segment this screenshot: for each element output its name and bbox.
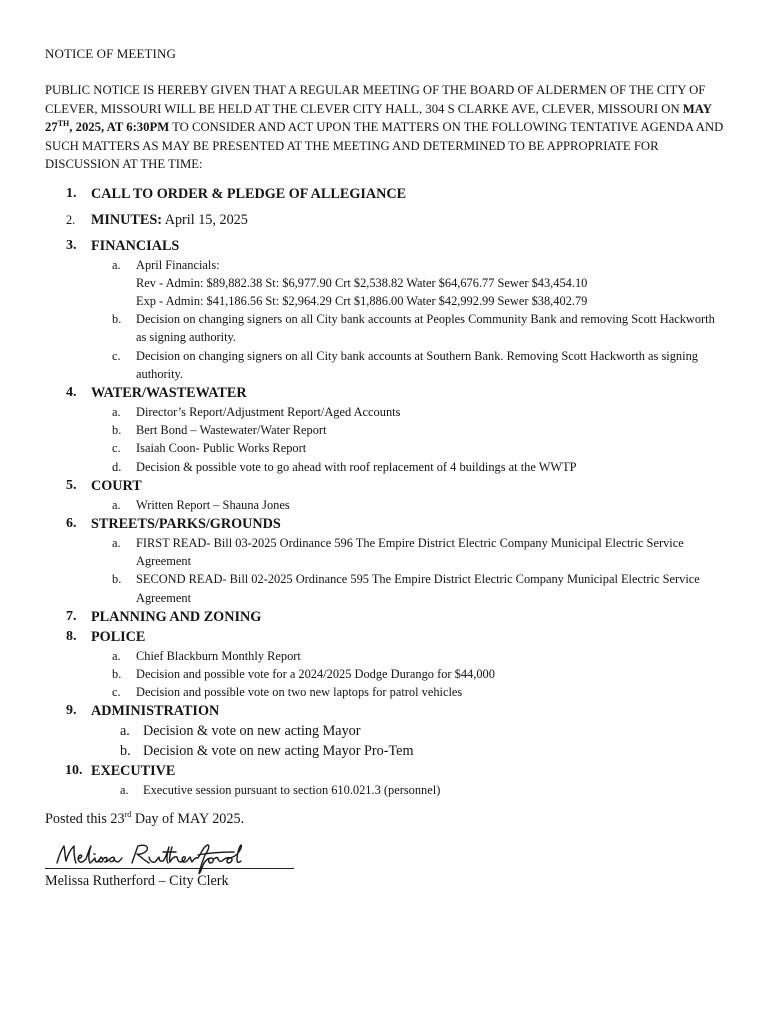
agenda-item-title: FINANCIALS [91,237,180,254]
administration-subitems [91,721,725,761]
agenda-item-call-to-order [45,184,725,204]
subitem-letter: a. [112,404,121,419]
agenda-item-minutes [45,210,725,230]
subitem-text: Decision and possible vote for a 2024/2025 Dodge Durango for $44,000 [136,666,495,681]
agenda-item-title: PLANNING AND ZONING [91,608,262,625]
list-item [91,439,725,457]
subitem-text: FIRST READ- Bill 03-2025 Ordinance 596 The Empire District Electric Company Municipal Electric Service Agreement [136,535,684,569]
agenda-item-water-wastewater [45,383,725,476]
minutes-date: April 15, 2025 [161,211,248,228]
subitem-letter: a. [120,723,130,740]
list-item [91,741,725,761]
list-item [91,421,725,439]
meeting-date-rest: , 2025, AT 6:30PM [69,120,170,134]
subitem-text: Decision on changing signers on all City bank accounts at Peoples Community Bank and removing Scott Hackworth as signing authority. [136,312,715,345]
revenue-detail: Rev - Admin: $89,882.38 St: $6,977.90 Crt $2,538.82 Water $64,676.77 Sewer $43,454.10 [136,275,588,290]
agenda-item-court [45,476,725,514]
document-heading: NOTICE OF MEETING [45,46,176,61]
subitem-letter: b. [120,743,131,760]
list-item [91,458,725,476]
water-subitems [91,403,725,476]
agenda-item-financials [45,236,725,383]
subitem-text: Decision and possible vote on two new laptops for patrol vehicles [136,685,463,700]
agenda-item-planning-zoning [45,607,725,627]
agenda-item-title: EXECUTIVE [91,763,176,780]
agenda-item-title: MINUTES: [91,211,162,228]
list-item [91,534,725,570]
agenda-item-title: WATER/WASTEWATER [91,384,247,401]
subitem-text: Decision & possible vote to go ahead with roof replacement of 4 buildings at the WWTP [136,459,577,474]
subitem-letter: d. [112,459,122,474]
agenda-item-title: POLICE [91,628,146,645]
list-item [91,665,725,683]
subitem-letter: a. [112,257,121,272]
agenda-item-number: 7. [66,608,77,624]
list-item [91,647,725,665]
list-item [91,570,725,606]
subitem-letter: c. [112,685,121,700]
list-item [91,496,725,514]
subitem-text: Chief Blackburn Monthly Report [136,648,301,663]
list-item [91,256,725,311]
agenda-list [45,184,725,800]
meeting-notice-document [45,46,725,893]
agenda-item-title: ADMINISTRATION [91,703,220,720]
signer-name-title: Melissa Rutherford – City Clerk [45,872,229,889]
agenda-item-title: CALL TO ORDER & PLEDGE OF ALLEGIANCE [91,185,407,202]
public-notice-paragraph [45,81,725,174]
subitem-text: Written Report – Shauna Jones [136,497,290,512]
list-item [91,403,725,421]
subitem-letter: c. [112,441,121,456]
streets-subitems [91,534,725,607]
posted-suffix: Day of MAY 2025. [131,810,245,827]
expense-detail: Exp - Admin: $41,186.56 St: $2,964.29 Crt $1,886.00 Water $42,992.99 Sewer $38,402.79 [136,293,588,308]
subitem-text: Decision & vote on new acting Mayor Pro-Tem [143,743,414,760]
agenda-item-number: 10. [65,763,83,779]
signature-block [45,837,305,893]
meeting-date-main: MAY 27 [45,101,712,134]
subitem-letter: b. [112,572,122,587]
subitem-text: Director’s Report/Adjustment Report/Aged Accounts [136,404,401,419]
subitem-letter: a. [112,535,121,550]
subitem-text: Bert Bond – Wastewater/Water Report [136,423,327,438]
agenda-item-number: 8. [66,628,77,644]
list-item [91,781,725,800]
agenda-item-number: 4. [66,384,77,400]
notice-text-part1: PUBLIC NOTICE IS HEREBY GIVEN THAT A REGULAR MEETING OF THE BOARD OF ALDERMEN OF THE CITY OF CLEVER, MISSOURI WILL BE HELD AT THE CLEVER CITY HALL, 304 S CLARKE AVE, CLEVER, MISSOURI ON [45,83,706,116]
list-item [91,310,725,346]
agenda-item-title: STREETS/PARKS/GROUNDS [91,515,281,532]
list-item [91,683,725,701]
agenda-item-streets-parks-grounds [45,514,725,607]
executive-subitems [91,781,725,800]
subitem-letter: c. [112,348,121,363]
subitem-text: Executive session pursuant to section 610.021.3 (personnel) [143,783,441,798]
agenda-item-number: 5. [66,477,77,493]
court-subitems [91,496,725,514]
subitem-letter: a. [120,783,129,798]
list-item [91,721,725,741]
subitem-text: Decision & vote on new acting Mayor [143,723,361,740]
agenda-item-administration [45,701,725,761]
subitem-letter: b. [112,312,122,327]
subitem-text: Isaiah Coon- Public Works Report [136,441,307,456]
agenda-item-number: 1. [66,185,77,201]
meeting-date-sup: TH [57,119,70,128]
notice-text-part2: TO CONSIDER AND ACT UPON THE MATTERS ON THE FOLLOWING TENTATIVE AGENDA AND SUCH MATTERS AS MAY BE PRESENTED AT THE MEETING AND DETERMINED TO BE APPROPRIATE FOR DISCUSSION AT THE TIME: [45,120,724,171]
posted-prefix: Posted this 23 [45,810,125,827]
agenda-item-number: 3. [66,237,77,253]
subitem-letter: a. [112,497,121,512]
agenda-item-number: 9. [66,703,77,719]
subitem-text: Decision on changing signers on all City bank accounts at Southern Bank. Removing Scott Hackworth as signing authority. [136,348,698,381]
posted-sup: rd [124,809,132,819]
agenda-item-police [45,627,725,702]
subitem-letter: b. [112,666,122,681]
posted-date [45,809,725,829]
signature-line [45,868,294,869]
subitem-letter: a. [112,648,121,663]
list-item [91,347,725,383]
financials-subitems [91,256,725,383]
subitem-text: April Financials: [136,257,220,272]
subitem-text: SECOND READ- Bill 02-2025 Ordinance 595 The Empire District Electric Company Municipal Electric Service Agreement [136,572,700,605]
police-subitems [91,647,725,702]
agenda-item-number: 2. [66,212,76,227]
subitem-letter: b. [112,423,122,438]
agenda-item-title: COURT [91,477,142,494]
agenda-item-executive [45,761,725,800]
agenda-item-number: 6. [66,515,77,531]
